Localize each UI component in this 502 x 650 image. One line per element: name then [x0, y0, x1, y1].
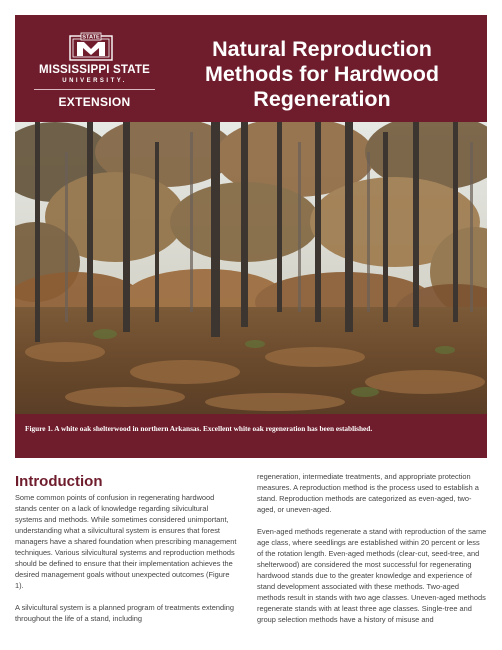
- forest-photo-illustration: [15, 122, 487, 414]
- title-line-3: Regeneration: [253, 87, 391, 111]
- logo-extension-word: EXTENSION: [58, 95, 131, 109]
- title-line-1: Natural Reproduction: [212, 37, 432, 61]
- paragraph: A silvicultural system is a planned program of treatments extending throughout the life of a stand, including: [15, 603, 234, 623]
- logo-university-word: UNIVERSITY.: [62, 78, 127, 84]
- section-heading-introduction: Introduction: [15, 473, 103, 490]
- paragraph: Even-aged methods regenerate a stand with reproduction of the same age class, where seedlings are established within 20 percent or less of the rotation length. Even-aged methods (clear-cut, seed-tree, and shelterwood) are considered the most successful for regenerating hardwood stands due to the greater knowledge and experience of stand development associated with these methods. Two-aged methods result in stands with two age classes. Uneven-aged methods regenerate stands with at least three age classes. Single-tree and group selection methods have a history of misuse and: [257, 527, 487, 624]
- msu-shield-icon: [69, 32, 113, 62]
- document-title: [172, 37, 472, 112]
- logo-badge-text: STATE: [82, 34, 100, 41]
- forest-photo: [15, 122, 487, 414]
- left-column: [15, 492, 237, 635]
- paragraph: regeneration, intermediate treatments, and appropriate protection measures. A reproduction method is the process used to establish a stand. Reproduction methods are categorized as even-aged, two-aged, or uneven-aged.: [257, 472, 479, 514]
- title-line-2: Methods for Hardwood: [204, 62, 440, 86]
- logo-university-name: MISSISSIPPI STATE: [39, 64, 150, 76]
- right-column: [257, 471, 487, 636]
- paragraph: Some common points of confusion in regenerating hardwood stands center on a lack of knowledge regarding silvicultural systems and methods. While sometimes considered unimportant, understanding what a silvicultural system is ensures that forest managers have a shared foundation when prescribing management techniques. Various silvicultural systems and reproduction methods should be defined to ensure that their implementation achieves the desired management goals without unexpected outcomes (Figure 1).: [15, 493, 237, 590]
- figure-caption: Figure 1. A white oak shelterwood in northern Arkansas. Excellent white oak regeneration has been established.: [25, 424, 373, 433]
- logo-divider: [34, 89, 155, 90]
- msu-extension-logo[interactable]: [32, 32, 157, 114]
